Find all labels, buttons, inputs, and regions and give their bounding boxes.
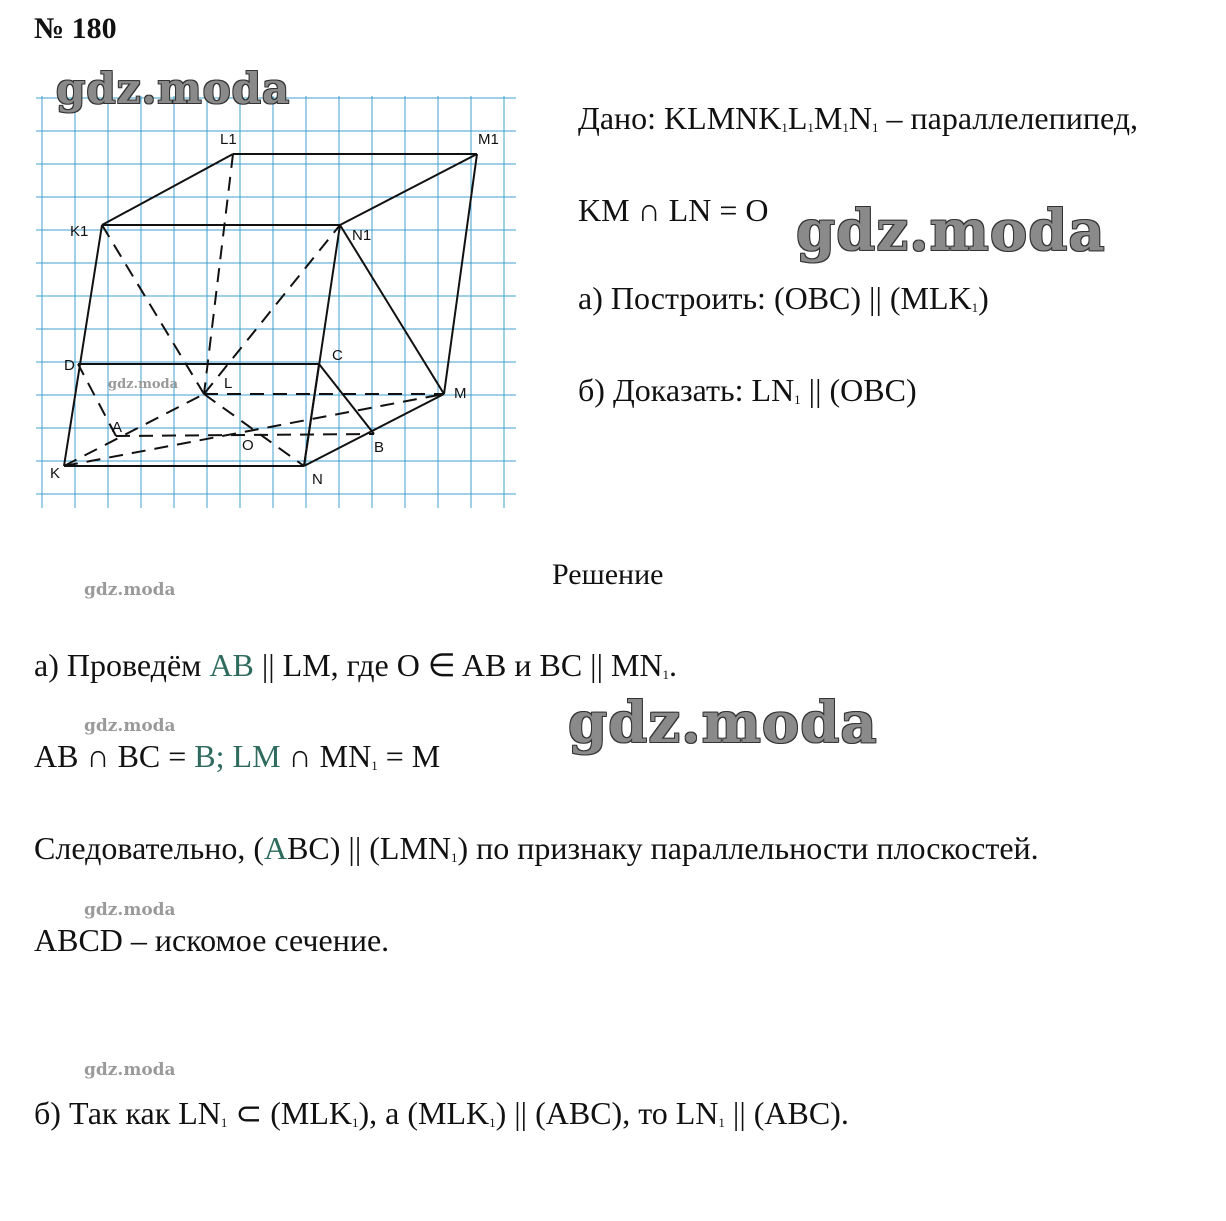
label-O: O xyxy=(242,437,254,454)
label-M: M xyxy=(454,385,467,402)
edge-LN1 xyxy=(204,225,340,394)
edge-K1K xyxy=(64,225,102,466)
watermark-top-left: gdz.moda xyxy=(56,64,291,113)
edge-KL xyxy=(64,394,204,466)
watermark-right: gdz.moda xyxy=(796,198,1106,264)
watermark-small-1: gdz.moda xyxy=(84,580,176,600)
parallelepiped-figure xyxy=(36,96,526,516)
grid-lines xyxy=(36,96,516,508)
watermark-small-3: gdz.moda xyxy=(84,900,176,920)
given-line-2: KM ∩ LN = O xyxy=(578,192,769,228)
label-C: C xyxy=(332,347,343,364)
label-D: D xyxy=(64,357,75,374)
watermark-small-2: gdz.moda xyxy=(84,716,176,736)
label-N1: N1 xyxy=(352,227,372,244)
given-line-3: а) Построить: (OBC) || $(MLK_1)$ xyxy=(578,280,989,316)
label-M1: M1 xyxy=(478,131,499,148)
figure-watermark: gdz.moda xyxy=(108,377,179,392)
label-A: A xyxy=(112,419,123,436)
label-K1: K1 xyxy=(70,223,89,240)
edge-AB xyxy=(116,434,374,436)
solution-b-line: б) Так как $LN_1$ ⊂ $(MLK_1)$, а $(MLK_1)$ || (ABC), то $LN_1$ || (ABC). xyxy=(34,1095,849,1131)
label-L: L xyxy=(224,375,233,392)
label-B: B xyxy=(374,439,385,456)
problem-number: № 180 xyxy=(34,12,117,45)
given-line-1: Дано: $KLMNK_1L_1M_1N_1$ – параллелепипед, xyxy=(578,100,1139,136)
solution-a-line-1: а) Проведём AB || LM, где O ∈ AB и BC || $MN_1$. xyxy=(34,647,678,683)
label-L1: L1 xyxy=(220,131,237,148)
solution-a-line-2: AB ∩ BC = B; LM ∩ $MN_1 = M$ xyxy=(34,738,441,774)
label-K: K xyxy=(50,465,61,482)
edge-K1L xyxy=(102,225,204,394)
edge-K1L1 xyxy=(102,154,233,225)
edge-M1M xyxy=(444,154,477,394)
edge-N1M xyxy=(340,225,444,394)
label-N: N xyxy=(312,471,323,488)
solution-a-line-3: Следовательно, (ABC) || $(LMN_1)$ по признаку параллельности плоскостей. xyxy=(34,830,1039,866)
watermark-center: gdz.moda xyxy=(568,690,878,756)
solution-a-line-4: ABCD – искомое сечение. xyxy=(34,922,390,958)
figure-edges xyxy=(64,154,477,466)
given-line-4: б) Доказать: $LN_1$ || (OBC) xyxy=(578,372,917,408)
edge-N1M1 xyxy=(340,154,477,225)
edge-L1L xyxy=(204,154,233,394)
watermark-small-4: gdz.moda xyxy=(84,1060,176,1080)
solution-heading: Решение xyxy=(552,558,664,591)
edge-AD xyxy=(78,364,116,436)
edge-CB xyxy=(319,364,374,434)
